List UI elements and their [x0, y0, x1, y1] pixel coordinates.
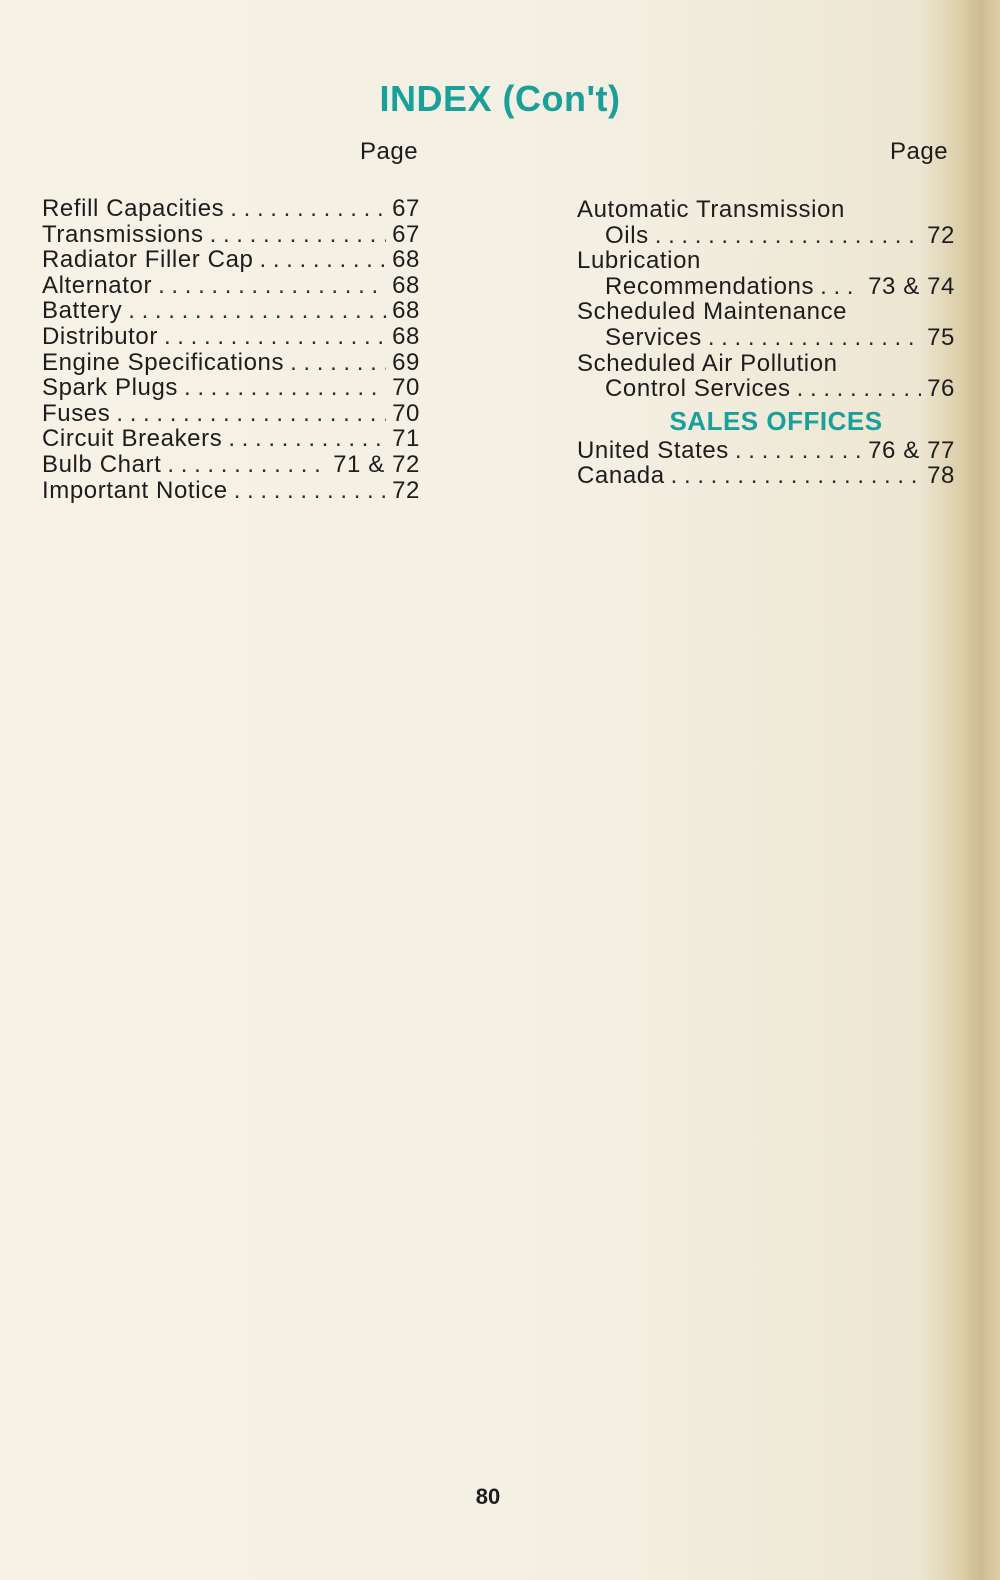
index-entry: Radiator Filler Cap . . . 68: [42, 247, 420, 273]
index-entry: Battery . . . 68: [42, 298, 420, 324]
book-spine-shadow: [966, 0, 1000, 1580]
index-entry-heading: Scheduled Air Pollution: [577, 349, 838, 377]
index-entry: Alternator . . . 68: [42, 273, 420, 299]
page-number: 80: [475, 1484, 501, 1509]
index-entry: Important Notice . . . 72: [42, 478, 420, 504]
index-entry: Recommendations . . . 73 & 74: [577, 274, 955, 300]
index-title: INDEX (Con't): [379, 78, 621, 119]
index-entry: Bulb Chart . . . 71 & 72: [42, 452, 420, 478]
index-entry: Canada . . . 78: [577, 463, 955, 489]
index-entry-heading: Automatic Transmission: [577, 196, 845, 223]
sales-offices-heading: SALES OFFICES: [669, 405, 883, 436]
index-entry: Fuses . . . 70: [42, 401, 420, 427]
index-entry: Services . . . 75: [577, 325, 955, 351]
index-entry: United States . . . 76 & 77: [577, 438, 955, 464]
index-entry-heading: Lubrication: [577, 247, 702, 275]
index-entry: Refill Capacities . . . 67: [42, 196, 420, 222]
right-page-column-header: Page: [890, 138, 949, 165]
index-entry: Circuit Breakers . . . 71: [42, 426, 420, 452]
index-entry: Spark Plugs . . . 70: [42, 375, 420, 401]
index-entry: Engine Specifications . . . 69: [42, 350, 420, 376]
index-entry: Control Services . . . 76: [577, 376, 955, 402]
index-entry: Distributor . . . 68: [42, 324, 420, 350]
right-index-column: [577, 197, 955, 489]
left-page-column-header: Page: [360, 138, 419, 165]
index-entry-heading: Scheduled Maintenance: [577, 298, 848, 326]
left-index-column: [42, 196, 420, 503]
index-entry: Transmissions . . . 67: [42, 222, 420, 248]
index-entry: Oils . . . 72: [577, 223, 955, 249]
